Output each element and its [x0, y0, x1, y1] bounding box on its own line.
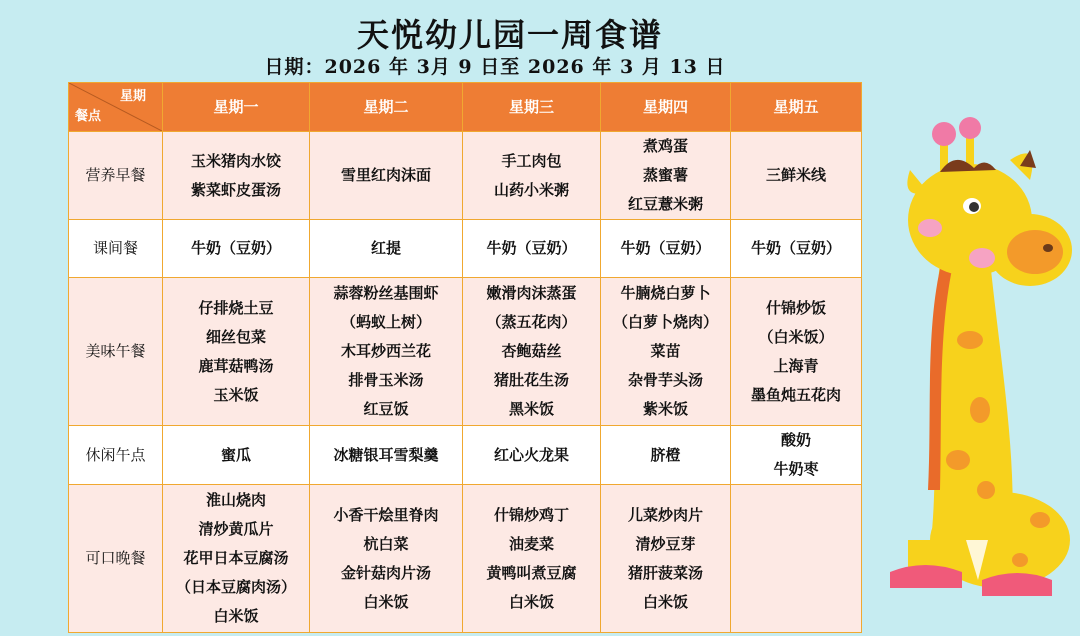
corner-day-label: 星期	[119, 89, 146, 104]
meal-name-cell: 营养早餐	[69, 132, 163, 220]
page-title: 天悦幼儿园一周食谱	[356, 16, 663, 54]
dish-item: 牛腩烧白萝卜	[620, 284, 711, 302]
menu-cell-fri	[731, 220, 862, 278]
dish-item: 杭白菜	[363, 534, 409, 553]
meal-name-cell: 休闲午点	[69, 426, 163, 485]
dish-item: （日本豆腐肉汤）	[175, 578, 296, 596]
dish-item: 上海青	[773, 356, 819, 375]
menu-cell-mon	[163, 426, 310, 485]
meal-row	[69, 426, 862, 485]
dish-item: 墨鱼炖五花肉	[750, 385, 841, 404]
menu-cell-wed	[463, 485, 601, 633]
dish-item: 金针菇肉片汤	[340, 563, 431, 582]
dish-item: 蒸蜜薯	[642, 166, 688, 184]
day-header-fri: 星期五	[731, 83, 862, 132]
dish-item: 仔排烧土豆	[198, 298, 274, 317]
dish-item: 红豆薏米粥	[627, 195, 703, 213]
dish-item: 牛奶（豆奶）	[620, 239, 711, 257]
dish-item: 山药小米粥	[493, 180, 569, 199]
dish-item: 淮山烧肉	[205, 491, 266, 509]
dish-item: 雪里红肉沫面	[340, 166, 431, 184]
meal-name-cell: 可口晚餐	[69, 485, 163, 633]
dish-item: 猪肚花生汤	[493, 371, 569, 389]
dish-item: 杂骨芋头汤	[627, 371, 703, 389]
menu-cell-wed	[463, 278, 601, 426]
menu-cell-mon	[163, 278, 310, 426]
dish-item: 牛奶（豆奶）	[750, 239, 841, 257]
meal-name-cell: 课间餐	[69, 220, 163, 278]
menu-cell-fri	[731, 426, 862, 485]
dish-item: 菜苗	[650, 342, 681, 360]
dish-item: 木耳炒西兰花	[340, 342, 431, 360]
dish-item: 鹿茸菇鸭汤	[198, 356, 274, 375]
dish-item: 牛奶（豆奶）	[486, 239, 577, 257]
weekly-menu-table	[68, 82, 862, 633]
menu-cell-wed	[463, 426, 601, 485]
menu-cell-fri	[731, 485, 862, 633]
giraffe-illustration	[870, 110, 1075, 630]
dish-item: 酸奶	[780, 431, 811, 449]
meal-name-cell: 美味午餐	[69, 278, 163, 426]
menu-cell-fri	[731, 278, 862, 426]
day-header-wed: 星期三	[463, 83, 601, 132]
dish-item: 清炒黄瓜片	[198, 520, 274, 538]
dish-item: 黑米饭	[508, 400, 554, 418]
dish-item: 玉米饭	[213, 385, 259, 404]
dish-item: （白米饭）	[758, 327, 834, 346]
dish-item: （蚂蚁上树）	[340, 313, 431, 331]
dish-item: 猪肝菠菜汤	[627, 563, 703, 582]
menu-cell-tue	[310, 485, 463, 633]
dish-item: （白萝卜烧肉）	[612, 313, 718, 331]
dish-item: 手工肉包	[501, 151, 562, 170]
dish-item: 油麦菜	[508, 534, 554, 553]
dish-item: 煮鸡蛋	[642, 137, 688, 155]
dish-item: 白米饭	[363, 592, 409, 611]
menu-cell-thu	[601, 485, 731, 633]
day-header-tue: 星期二	[310, 83, 463, 132]
menu-cell-mon	[163, 220, 310, 278]
dish-item: 牛奶（豆奶）	[190, 239, 281, 257]
dish-item: 白米饭	[508, 592, 554, 611]
menu-cell-fri	[731, 132, 862, 220]
dish-item: 蒜蓉粉丝基围虾	[333, 284, 439, 302]
meal-row	[69, 278, 862, 426]
dish-item: 三鲜米线	[765, 166, 826, 184]
dish-item: 花甲日本豆腐汤	[183, 549, 289, 567]
menu-cell-thu	[601, 220, 731, 278]
menu-cell-thu	[601, 426, 731, 485]
date-range: 日期：2026 年 3月 9 日至 2026 年 3 月 13 日	[264, 56, 726, 78]
dish-item: 清炒豆芽	[635, 534, 696, 553]
dish-item: 脐橙	[650, 445, 681, 464]
dish-item: 儿菜炒肉片	[627, 505, 703, 524]
dish-item: 紫米饭	[642, 400, 688, 418]
dish-item: 嫩滑肉沫蒸蛋	[486, 284, 577, 302]
dish-item: 红豆饭	[363, 400, 409, 418]
dish-item: 什锦炒饭	[765, 298, 826, 317]
menu-cell-mon	[163, 485, 310, 633]
dish-item: （蒸五花肉）	[486, 313, 577, 331]
dish-item: 细丝包菜	[205, 327, 266, 346]
menu-cell-thu	[601, 278, 731, 426]
menu-cell-tue	[310, 220, 463, 278]
menu-cell-mon	[163, 132, 310, 220]
menu-cell-tue	[310, 132, 463, 220]
dish-item: 红心火龙果	[493, 445, 569, 464]
meal-row	[69, 132, 862, 220]
day-header-mon: 星期一	[163, 83, 310, 132]
dish-item: 白米饭	[642, 592, 688, 611]
dish-item: 白米饭	[213, 607, 259, 625]
meal-row	[69, 220, 862, 278]
menu-cell-thu	[601, 132, 731, 220]
menu-cell-tue	[310, 278, 463, 426]
dish-item: 玉米猪肉水饺	[190, 151, 281, 170]
dish-item: 小香干烩里脊肉	[333, 505, 439, 524]
menu-cell-wed	[463, 220, 601, 278]
dish-item: 冰糖银耳雪梨羹	[333, 445, 439, 464]
corner-header	[69, 83, 163, 132]
menu-cell-tue	[310, 426, 463, 485]
dish-item: 黄鸭叫煮豆腐	[486, 563, 577, 582]
dish-item: 蜜瓜	[220, 445, 251, 464]
dish-item: 牛奶枣	[773, 460, 819, 478]
dish-item: 杏鲍菇丝	[501, 342, 562, 360]
header-row	[69, 83, 862, 132]
dish-item: 紫菜虾皮蛋汤	[190, 180, 281, 199]
corner-meal-label: 餐点	[75, 109, 102, 124]
meal-row	[69, 485, 862, 633]
day-header-thu: 星期四	[601, 83, 731, 132]
menu-cell-wed	[463, 132, 601, 220]
dish-item: 什锦炒鸡丁	[493, 505, 569, 524]
dish-item: 排骨玉米汤	[348, 371, 424, 389]
dish-item: 红提	[370, 239, 401, 257]
